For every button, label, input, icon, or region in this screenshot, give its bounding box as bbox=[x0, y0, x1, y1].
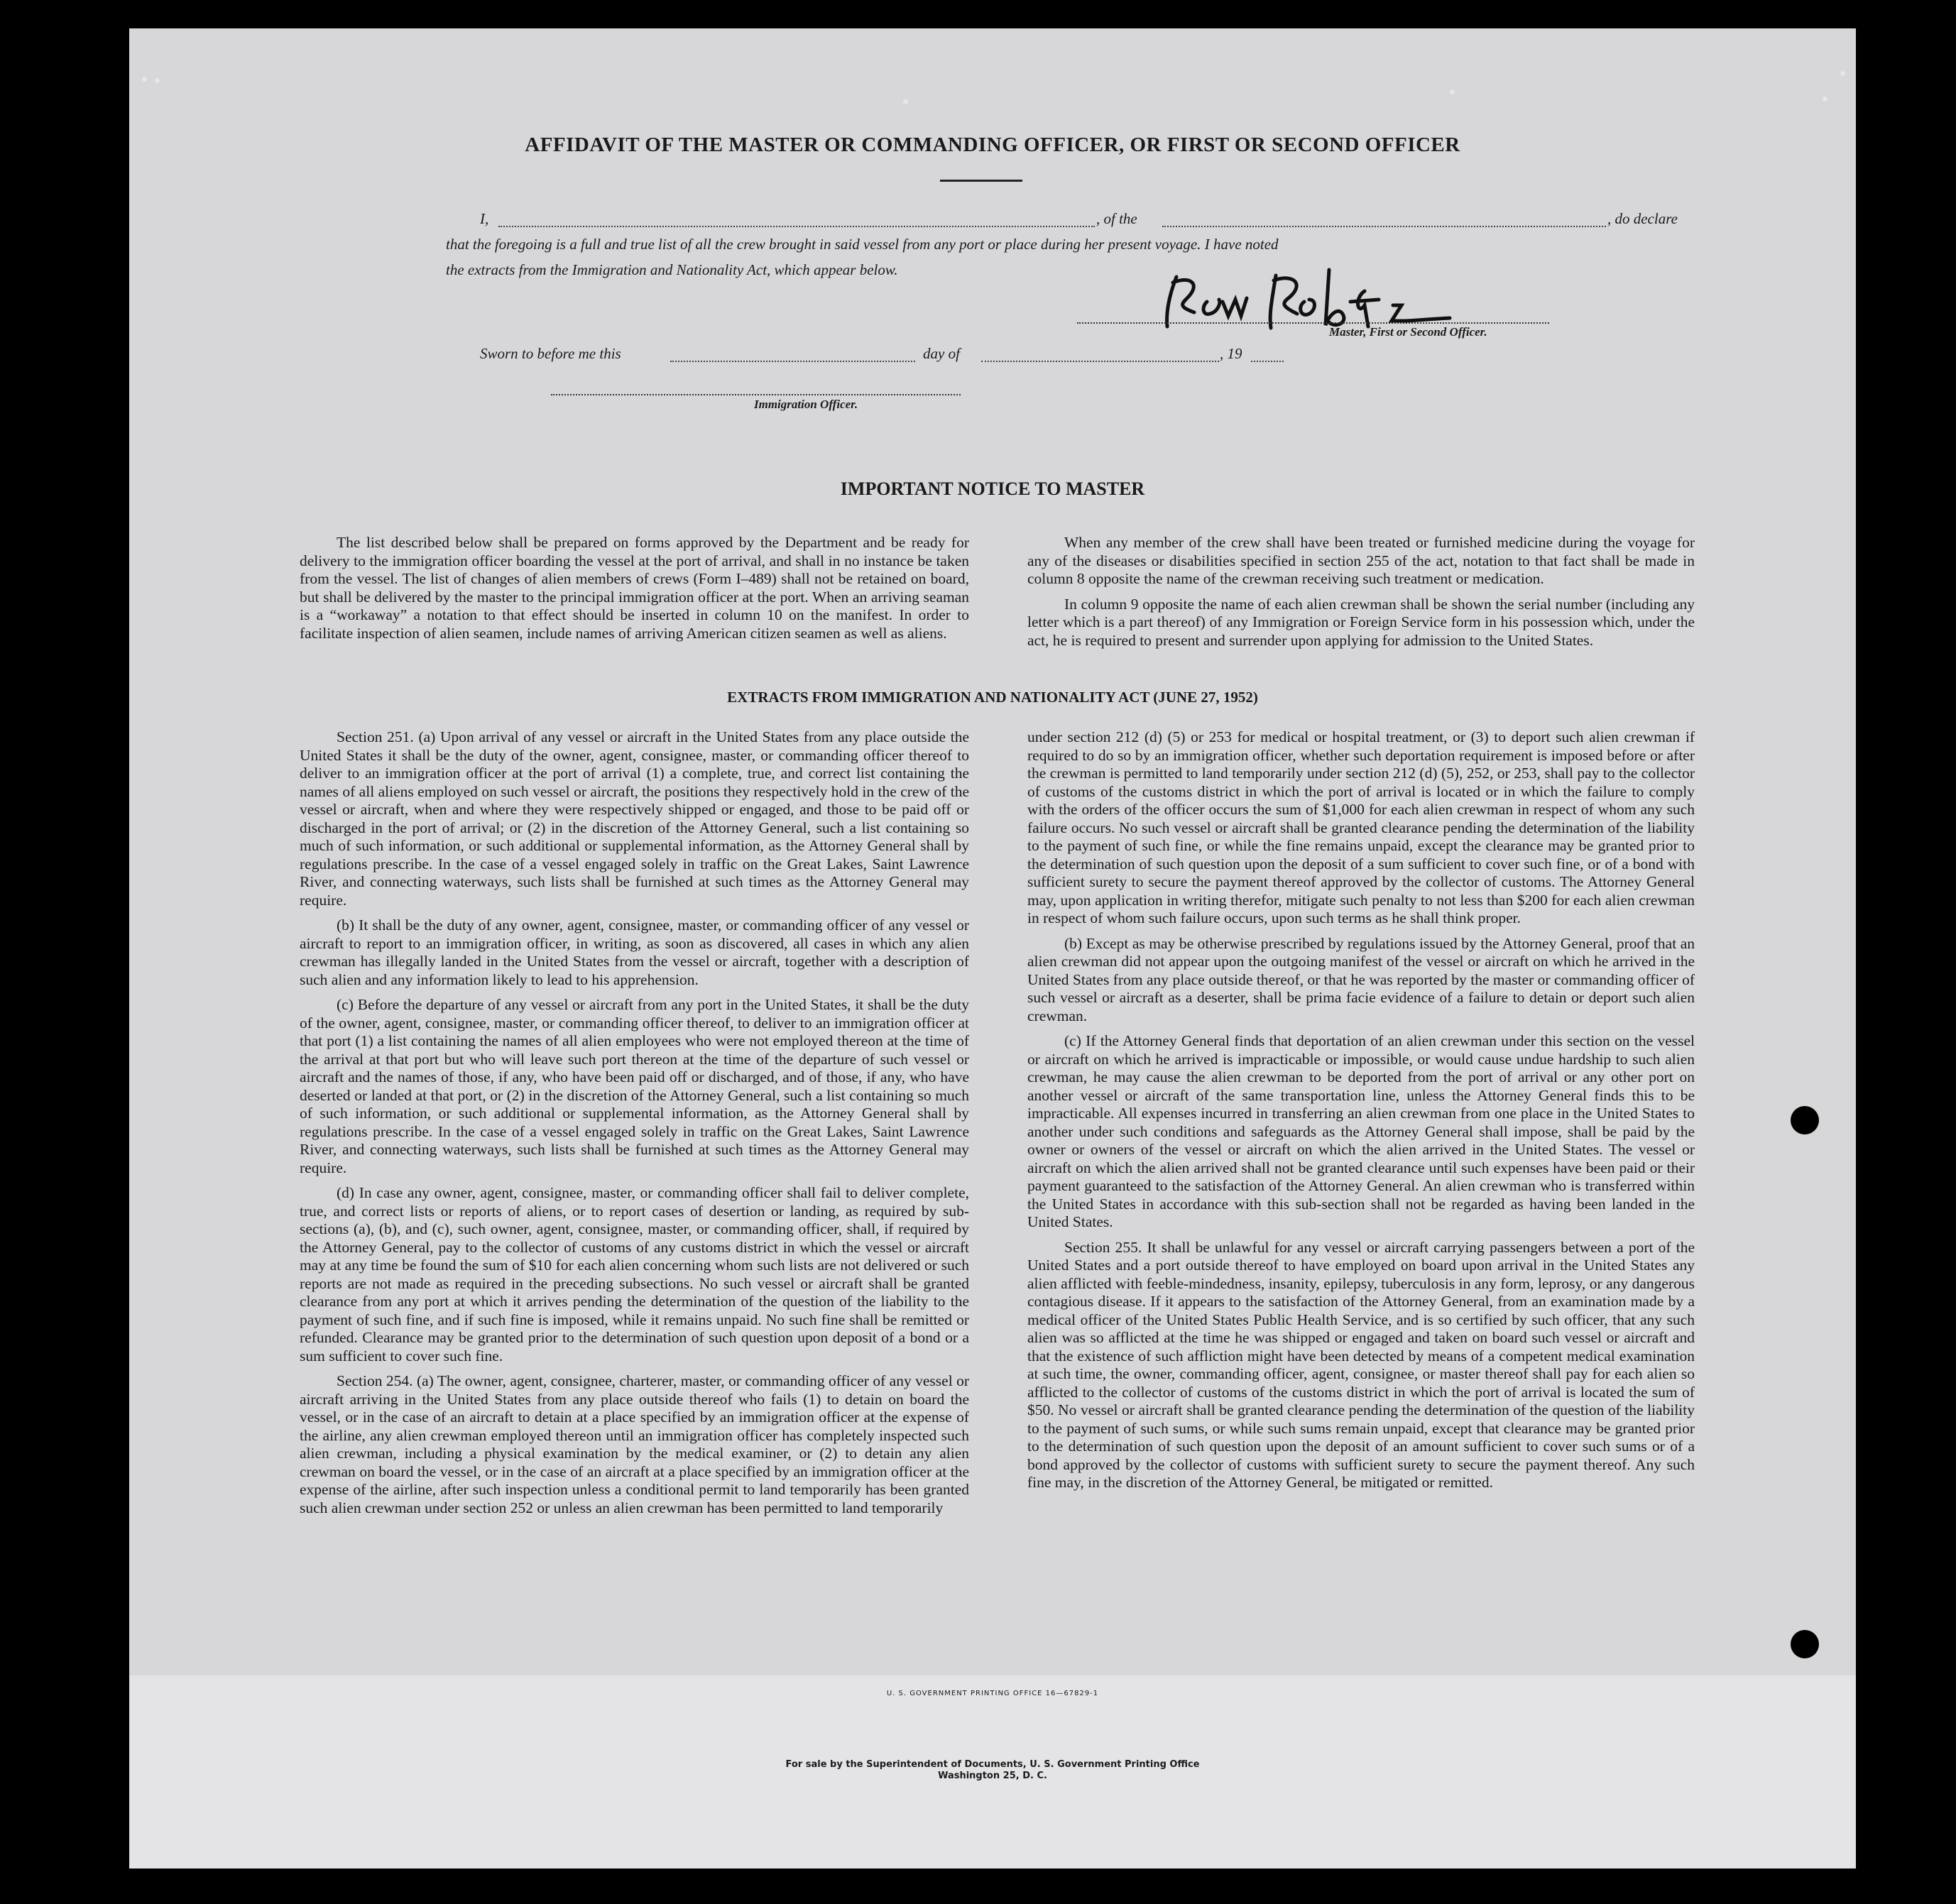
scan-speck bbox=[155, 78, 160, 83]
scan-speck bbox=[1450, 89, 1455, 94]
title-underline bbox=[940, 180, 1022, 182]
sworn-day-of: day of bbox=[923, 345, 960, 362]
notice-paragraph: When any member of the crew shall have been treated or furnished medicine during the voyage for any of the diseases or disabilities specified in section 255 of the act, notation to that fact shall be made in column 8 opposite the name of the crewman receiving such treatment or medication. bbox=[1027, 534, 1695, 587]
scan-speck bbox=[903, 99, 908, 104]
immigration-officer-label: Immigration Officer. bbox=[754, 398, 858, 411]
sworn-day-blank[interactable] bbox=[670, 361, 915, 362]
extract-paragraph: (b) It shall be the duty of any owner, agent, consignee, master, or commanding officer of any vessel or aircraft to report to an immigration officer, in writing, as soon as discovered, all cases in which any alien crewman has illegally landed in the United States from the vessel or aircraft, together with a description of such alien and any information likely to lead to his apprehension. bbox=[300, 917, 969, 988]
declaration-line-2: that the foregoing is a full and true list of all the crew brought in said vessel from any port or place during her present voyage. I have noted bbox=[446, 236, 1279, 253]
punch-hole bbox=[1791, 1106, 1819, 1134]
extract-paragraph: under section 212 (d) (5) or 253 for medical or hospital treatment, or (3) to deport such alien crewman if required to do so by an immigration officer, whether such deportation requirement is imposed before or after the crewman is permitted to land temporarily under section 212 (d) (5), 252, or 253, shall pay to the collector of customs of the customs district in which the port of arrival is located or in which the failure to comply with the orders of the officer occurs the sum of $1,000 for each alien crewman in respect of whom any such failure occurs. No such vessel or aircraft shall be granted clearance pending the determination of the liability to the payment of such fine, or while the fine remains unpaid, except the clearance may be granted prior to the determination of such question upon the deposit of a sum sufficient to cover such fine, or of a bond with sufficient surety to secure the payment thereof approved by the collector of customs. The Attorney General may, upon application in writing therefor, mitigate such penalty to not less than $200 for each alien crewman in respect of whom such failure occurs, upon such terms as he shall think proper. bbox=[1027, 728, 1695, 926]
sworn-year-blank[interactable] bbox=[1251, 361, 1284, 362]
extracts-title: EXTRACTS FROM IMMIGRATION AND NATIONALITY ACT (JUNE 27, 1952) bbox=[727, 689, 1258, 706]
sworn-year: , 19 bbox=[1220, 345, 1242, 362]
punch-hole bbox=[1791, 1630, 1819, 1658]
extract-paragraph: Section 255. It shall be unlawful for any vessel or aircraft carrying passengers between a port of the United States and a port outside thereof to have employed on board upon arrival in the United States any alien afflicted with feeble-mindedness, insanity, epilepsy, tuberculosis in any form, leprosy, or any dangerous contagious disease. If it appears to the satisfaction of the Attorney General, from an examination made by a medical officer of the United States Public Health Service, and is so certified by such officer, that any such alien was so afflicted at the time he was shipped or engaged and taken on board such vessel or aircraft and that the existence of such affliction might have been detected by means of a competent medical examination at such time, the owner, commanding officer, agent, consignee, or master thereof shall pay for each alien so afflicted to the collector of customs of the customs district in which the port of arrival is located the sum of $50. No vessel or aircraft shall be granted clearance pending the determination of the question of the liability to the payment of such sums, or while such sums remain unpaid, except that clearance may be granted prior to the determination of such question upon the deposit of an amount sufficient to cover such sums or of a bond approved by the collector of customs with sufficient surety to secure the payment thereof. Any such fine may, in the discretion of the Attorney General, be mitigated or remitted. bbox=[1027, 1238, 1695, 1491]
extract-paragraph: (c) Before the departure of any vessel or aircraft from any port in the United States, it shall be the duty of the owner, agent, consignee, master, or commanding officer thereof, to deliver to an immigration officer at that port (1) a list containing the names of all alien employees who were not employed thereon at the time of the arrival at that port but who will leave such port thereon at the time of the departure of such vessel or aircraft and the names of those, if any, who have been paid off or discharged, and of those, if any, who have deserted or landed at that port, or (2) in the discretion of the Attorney General, such a list containing so much of such information, or such additional or supplemental information, as the Attorney General shall by regulations prescribe. In the case of a vessel engaged solely in traffic on the Great Lakes, Saint Lawrence River, and connecting waterways, such lists shall be furnished at such times as the Attorney General may require. bbox=[300, 996, 969, 1176]
extract-paragraph: Section 251. (a) Upon arrival of any vessel or aircraft in the United States from any place outside the United States it shall be the duty of the owner, agent, consignee, master, or commanding officer thereof to deliver to an immigration officer at the port of arrival (1) a complete, true, and correct list containing the names of all aliens employed on such vessel or aircraft, the positions they respectively hold in the crew of the vessel or aircraft, when and where they were respectively shipped or engaged, and those to be paid off or discharged in the port of arrival; or (2) in the discretion of the Attorney General, such a list containing so much of such information, or such additional or supplemental information, as the Attorney General shall by regulations prescribe. In the case of a vessel engaged solely in traffic on the Great Lakes, Saint Lawrence River, and connecting waterways, such lists shall be furnished at such times as the Attorney General may require. bbox=[300, 728, 969, 909]
sworn-month-blank[interactable] bbox=[981, 361, 1219, 362]
scan-speck bbox=[1823, 97, 1827, 102]
sale-line-1: For sale by the Superintendent of Documents, U. S. Government Printing Office bbox=[785, 1759, 1200, 1770]
declaration-of-the: , of the bbox=[1096, 210, 1137, 227]
declaration-line-3: the extracts from the Immigration and Nationality Act, which appear below. bbox=[446, 261, 898, 278]
extracts-right-column bbox=[1027, 728, 1695, 1499]
notice-left-column bbox=[300, 534, 969, 650]
printing-office-line: U. S. GOVERNMENT PRINTING OFFICE 16—67829-1 bbox=[886, 1690, 1099, 1697]
extract-paragraph: (c) If the Attorney General finds that deportation of an alien crewman under this section on the vessel or aircraft on which he arrived is impracticable or impossible, or would cause undue hardship to such alien crewman, he may cause the alien crewman to be deported from the port of arrival or any other port on another vessel or aircraft of the same transportation line, unless the Attorney General finds this to be impracticable. All expenses incurred in transferring an alien crewman from one place in the United States to another under such conditions and safeguards as the Attorney General shall impose, shall be paid by the owner or owners of the vessel or aircraft on which the alien arrived in the United States. The vessel or aircraft on which the alien arrived shall not be granted clearance until such expenses have been paid or their payment guaranteed to the satisfaction of the Attorney General. An alien crewman who is transferred within the United States in accordance with this sub-section shall not be regarded as having been landed in the United States. bbox=[1027, 1032, 1695, 1230]
signature-label: Master, First or Second Officer. bbox=[1329, 325, 1487, 339]
declaration-i: I, bbox=[480, 210, 489, 227]
extract-paragraph: (b) Except as may be otherwise prescribed by regulations issued by the Attorney General, proof that an alien crewman did not appear upon the outgoing manifest of the vessel or aircraft on which he arrived in the United States from any place outside thereof, or that he was reported by the master or commanding officer of such vessel or aircraft as a deserter, shall be prima facie evidence of a failure to detain or deport such alien crewman. bbox=[1027, 934, 1695, 1024]
name-blank[interactable] bbox=[498, 226, 1095, 227]
affidavit-title: AFFIDAVIT OF THE MASTER OR COMMANDING OFFICER, OR FIRST OR SECOND OFFICER bbox=[525, 133, 1460, 156]
sale-line-2: Washington 25, D. C. bbox=[938, 1771, 1047, 1781]
sworn-text: Sworn to before me this bbox=[480, 345, 621, 362]
document-page bbox=[129, 28, 1856, 1869]
signature-line bbox=[1077, 322, 1549, 324]
extract-paragraph: (d) In case any owner, agent, consignee, master, or commanding officer shall fail to deliver complete, true, and correct lists or reports of aliens, or to report cases of desertion or landing, as required by sub-sections (a), (b), and (c), such owner, agent, consignee, master, or commanding officer, shall, if required by the Attorney General, pay to the collector of customs of any customs district in which the vessel or aircraft may at any time be found the sum of $10 for each alien concerning whom such lists are not delivered or such reports are not made as required in the preceding subsections. No such vessel or aircraft shall be granted clearance from any port at which it arrives pending the determination of the question of the liability to the payment of such fine, and if such fine is imposed, while it remains unpaid. No such fine shall be remitted or refunded. Clearance may be granted prior to the determination of such question upon deposit of a bond or a sum sufficient to cover such fine. bbox=[300, 1184, 969, 1364]
scan-speck bbox=[1840, 71, 1845, 76]
notice-paragraph: The list described below shall be prepared on forms approved by the Department and be ready for delivery to the immigration officer boarding the vessel at the port of arrival, and shall in no instance be taken from the vessel. The list of changes of alien members of crews (Form I–489) shall not be retained on board, but shall be delivered by the master to the principal immigration officer at the port. When an arriving seaman is a “workaway” a notation to that effect should be inserted in column 10 on the manifest. In order to facilitate inspection of alien seamen, include names of arriving American citizen seamen as well as aliens. bbox=[300, 534, 969, 642]
sale-notice bbox=[129, 1759, 1856, 1782]
notice-title: IMPORTANT NOTICE TO MASTER bbox=[840, 478, 1145, 499]
notice-paragraph: In column 9 opposite the name of each alien crewman shall be shown the serial number (including any letter which is a part thereof) of any Immigration or Foreign Service form in his possession which, under the act, he is required to present and surrender upon applying for admission to the United States. bbox=[1027, 595, 1695, 649]
immigration-officer-line bbox=[551, 394, 961, 395]
notice-right-column bbox=[1027, 534, 1695, 657]
declaration-do-declare: , do declare bbox=[1607, 210, 1678, 227]
vessel-blank[interactable] bbox=[1162, 226, 1606, 227]
extract-paragraph: Section 254. (a) The owner, agent, consignee, charterer, master, or commanding officer of any vessel or aircraft arriving in the United States from any place outside thereof who fails (1) to detain on board the vessel, or in the case of an aircraft to detain at a place specified by an immigration officer at the expense of the airline, any alien crewman employed thereon until an immigration officer has completely inspected such alien crewman, including a physical examination by the medical examiner, or (2) to detain any alien crewman on board the vessel, or in the case of an aircraft at a place specified by an immigration officer at the expense of the airline, after such inspection unless a conditional permit to land temporarily has been granted such alien crewman under section 252 or unless an alien crewman has been permitted to land temporarily bbox=[300, 1372, 969, 1516]
scan-speck bbox=[142, 77, 147, 82]
extracts-left-column bbox=[300, 728, 969, 1524]
